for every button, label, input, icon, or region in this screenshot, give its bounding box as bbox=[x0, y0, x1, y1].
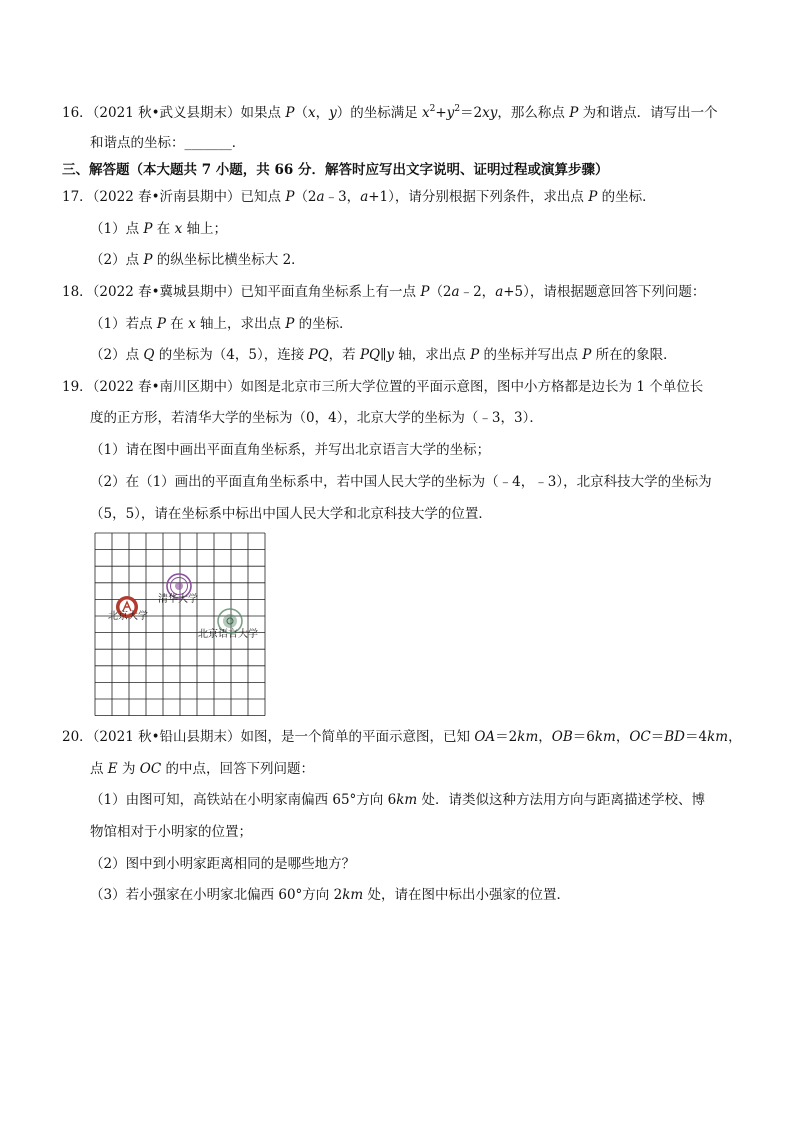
q18-sub2: （2）点 Q 的坐标为（4，5），连接 PQ，若 PQ∥y 轴，求出点 P 的坐标并写出点 P 所在的象限． bbox=[90, 347, 677, 363]
q20-sub1-line2: 物馆相对于小明家的位置； bbox=[90, 824, 252, 840]
blcu-label: 北京语言大学 bbox=[198, 629, 258, 640]
q17-sub2: （2）点 P 的纵坐标比横坐标大 2． bbox=[90, 252, 305, 268]
tsinghua-label: 清华大学 bbox=[158, 594, 198, 605]
q20-line2: 点 E 为 OC 的中点，回答下列问题： bbox=[90, 761, 314, 777]
q19-sub2-line1: （2）在（1）画出的平面直角坐标系中，若中国人民大学的坐标为（﹣4，﹣3），北京科技大学的坐标为 bbox=[90, 474, 712, 490]
q16-line2: 和谐点的坐标：_______． bbox=[90, 135, 246, 151]
q20-sub2: （2）图中到小明家距离相同的是哪些地方？ bbox=[90, 856, 356, 872]
q19-sub2-line2: （5，5），请在坐标系中标出中国人民大学和北京科技大学的位置． bbox=[90, 506, 492, 522]
q17-sub1: （1）点 P 在 x 轴上； bbox=[90, 221, 227, 237]
campus-grid-map bbox=[94, 532, 266, 716]
q20-sub1-line1: （1）由图可知，高铁站在小明家南偏西 65°方向 6km 处．请类似这种方法用方向与距离描述学校、博 bbox=[90, 792, 705, 808]
q19-line2: 度的正方形，若清华大学的坐标为（0，4），北京大学的坐标为（﹣3，3）． bbox=[90, 410, 543, 426]
section-heading: 三、解答题（本大题共 7 小题，共 66 分．解答时应写出文字说明、证明过程或演算步骤） bbox=[62, 162, 609, 178]
q19-sub1: （1）请在图中画出平面直角坐标系，并写出北京语言大学的坐标； bbox=[90, 442, 491, 458]
q18-line1: 18．（2022 春•冀城县期中）已知平面直角坐标系上有一点 P（2a﹣2，a+5），请根据题意回答下列问题： bbox=[62, 284, 706, 300]
q20-line1: 20．（2021 秋•铅山县期末）如图，是一个简单的平面示意图，已知 OA＝2km，OB＝6km，OC＝BD＝4km， bbox=[62, 729, 742, 745]
q16-line1: 16．（2021 秋•武义县期末）如果点 P（x，y）的坐标满足 $x^2+y^2=2xy$，那么称点 P 为和谐点．请写出一个 bbox=[62, 104, 718, 121]
q18-sub1: （1）若点 P 在 x 轴上，求出点 P 的坐标． bbox=[90, 316, 353, 332]
q17-line1: 17．（2022 春•沂南县期中）已知点 P（2a﹣3，a+1），请分别根据下列条件，求出点 P 的坐标． bbox=[62, 189, 656, 205]
grid-svg bbox=[94, 532, 266, 716]
pku-label: 北京大学 bbox=[108, 611, 148, 622]
q20-sub3: （3）若小强家在小明家北偏西 60°方向 2km 处，请在图中标出小强家的位置． bbox=[90, 887, 570, 903]
q19-line1: 19．（2022 春•南川区期中）如图是北京市三所大学位置的平面示意图，图中小方格都是边长为 1 个单位长 bbox=[62, 379, 704, 395]
